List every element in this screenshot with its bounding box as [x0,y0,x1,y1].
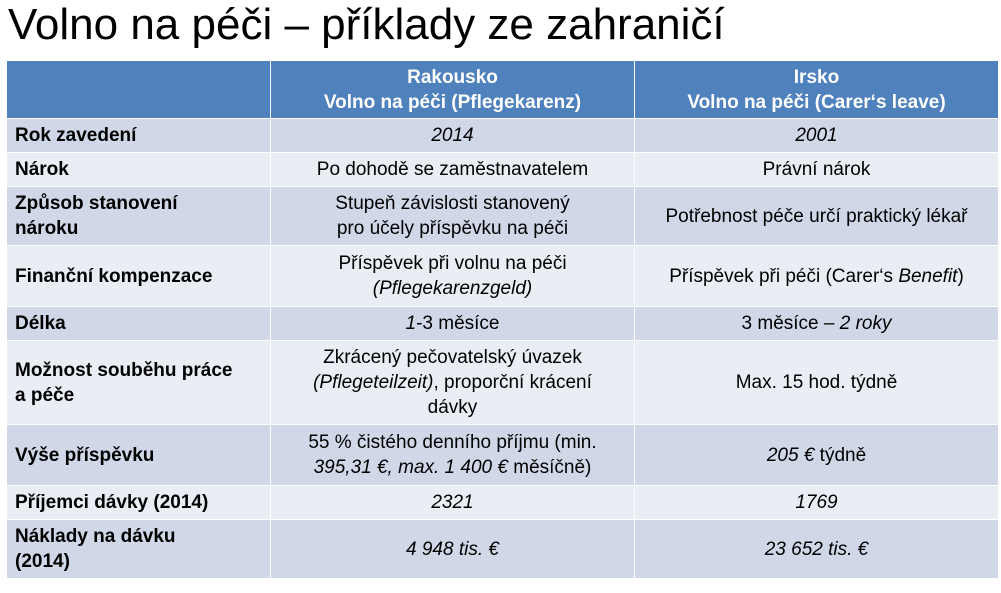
cell-text: týdně [814,444,867,466]
row-label: Finanční kompenzace [7,246,271,307]
row-label [7,341,271,425]
cell-austria [271,425,635,486]
row-label: Délka [7,307,271,341]
cell-austria [271,187,635,246]
table-row [7,520,999,579]
cell-austria [271,341,635,425]
cell-text: 3 měsíce – [741,313,840,334]
cell-austria: 2014 [271,119,635,153]
row-label-line: (2014) [15,551,70,572]
cell-text-italic: 1 [405,313,417,334]
header-austria-country: Rakousko [407,66,498,88]
cell-ireland: 2001 [635,119,999,153]
cell-text-italic: (Pflegeteilzeit) [313,372,434,393]
table-row [7,246,999,307]
row-label-line: a péče [15,384,75,406]
table-row [7,425,999,486]
cell-line: pro účely příspěvku na péči [336,218,569,239]
cell-austria: 2321 [271,486,635,520]
header-empty-cell [7,61,271,119]
cell-ireland [635,246,999,307]
row-label-line: Možnost souběhu práce [15,359,233,381]
cell-text-italic: 395,31 €, max. 1 400 € [313,457,508,478]
row-label: Nárok [7,153,271,187]
table-header-row [7,61,999,119]
cell-line: Zkrácený pečovatelský úvazek [323,347,582,368]
cell-line: Stupeň závislosti stanovený [335,193,570,214]
table-row [7,187,999,246]
header-ireland-country: Irsko [793,66,840,88]
cell-austria [271,307,635,341]
cell-line: dávky [427,397,478,418]
cell-ireland: Právní nárok [635,153,999,187]
cell-text-italic: Benefit [898,265,958,287]
row-label [7,187,271,246]
row-label-line: Způsob stanovení [15,193,178,214]
cell-text-italic: 205 € [766,444,815,466]
cell-ireland: 23 652 tis. € [635,520,999,579]
cell-line: 55 % čistého denního příjmu (min. [308,432,597,453]
cell-text: měsíčně) [507,457,592,478]
header-ireland [635,61,999,119]
header-ireland-scheme: Volno na péči (Carer‘s leave) [687,91,946,113]
table-row [7,119,999,153]
cell-text: , proporční krácení [433,372,592,393]
row-label [7,520,271,579]
page-title: Volno na péči – příklady ze zahraničí [8,0,725,49]
cell-text-italic: 2 roky [839,313,892,334]
row-label-line: Náklady na dávku [15,526,176,547]
cell-austria [271,246,635,307]
cell-austria: 4 948 tis. € [271,520,635,579]
row-label-line: nároku [15,218,79,239]
cell-austria: Po dohodě se zaměstnavatelem [271,153,635,187]
row-label: Výše příspěvku [7,425,271,486]
comparison-table [6,60,999,579]
row-label: Příjemci dávky (2014) [7,486,271,520]
cell-line: Příspěvek při volnu na péči [338,253,567,274]
table-row [7,341,999,425]
row-label: Rok zavedení [7,119,271,153]
cell-ireland: Potřebnost péče určí praktický lékař [635,187,999,246]
header-austria [271,61,635,119]
table-row [7,153,999,187]
header-austria-scheme: Volno na péči (Pflegekarenz) [323,91,582,113]
table-row [7,486,999,520]
cell-ireland: 1769 [635,486,999,520]
cell-ireland [635,425,999,486]
cell-text: Příspěvek při péči (Carer‘s [669,265,899,287]
table-row [7,307,999,341]
cell-text: -3 měsíce [416,313,500,334]
cell-line: (Pflegekarenzgeld) [372,278,533,299]
cell-ireland [635,307,999,341]
cell-text: ) [957,265,964,287]
cell-ireland: Max. 15 hod. týdně [635,341,999,425]
